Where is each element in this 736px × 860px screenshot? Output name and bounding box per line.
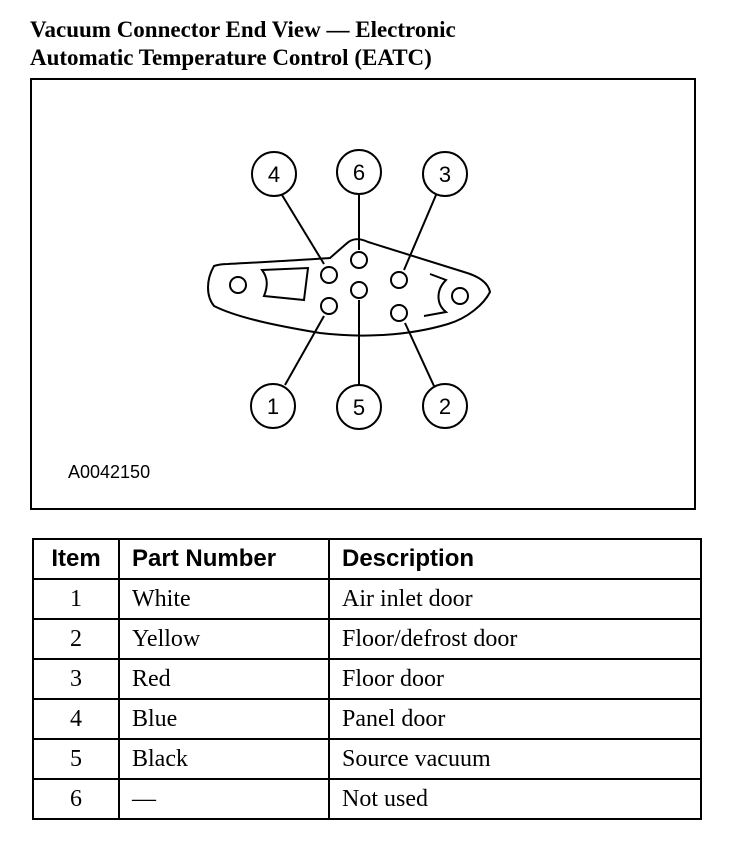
cell-part-number: Black — [119, 739, 329, 779]
cell-description: Floor door — [329, 659, 701, 699]
connector-body-outline — [208, 239, 490, 335]
table-row — [33, 699, 701, 739]
cell-part-number: Red — [119, 659, 329, 699]
left-mounting-hole — [230, 277, 246, 293]
left-latch-cutout — [262, 268, 308, 300]
callout-6-label: 6 — [352, 160, 366, 185]
table-row — [33, 579, 701, 619]
cell-description: Air inlet door — [329, 579, 701, 619]
title-line-2: Automatic Temperature Control (EATC) — [30, 45, 432, 70]
port-4 — [321, 267, 337, 283]
figure-code: A0042150 — [68, 462, 151, 482]
callout-4-label: 4 — [267, 162, 281, 187]
callout-5 — [337, 385, 381, 429]
table-row — [33, 619, 701, 659]
callout-2-label: 2 — [438, 394, 452, 419]
title-line-1: Vacuum Connector End View — Electronic — [30, 17, 456, 42]
leader-line-1 — [285, 316, 324, 385]
callout-5-label: 5 — [352, 395, 366, 420]
cell-item: 6 — [33, 779, 119, 819]
cell-item: 4 — [33, 699, 119, 739]
table-row — [33, 739, 701, 779]
port-5 — [351, 282, 367, 298]
port-2 — [391, 305, 407, 321]
callout-3-label: 3 — [438, 162, 452, 187]
cell-item: 1 — [33, 579, 119, 619]
cell-description: Source vacuum — [329, 739, 701, 779]
callout-6 — [337, 150, 381, 194]
port-1 — [321, 298, 337, 314]
cell-item: 2 — [33, 619, 119, 659]
cell-part-number: White — [119, 579, 329, 619]
cell-description: Not used — [329, 779, 701, 819]
connector-figure — [30, 78, 696, 510]
header-description: Description — [329, 539, 701, 579]
cell-item: 3 — [33, 659, 119, 699]
cell-part-number: — — [119, 779, 329, 819]
callout-2 — [423, 384, 467, 428]
table-header-row — [33, 539, 701, 579]
table-row — [33, 659, 701, 699]
leader-line-2 — [405, 323, 434, 386]
right-latch-cutout — [424, 274, 446, 316]
header-part-number: Part Number — [119, 539, 329, 579]
parts-table — [32, 538, 702, 820]
port-3 — [391, 272, 407, 288]
cell-item: 5 — [33, 739, 119, 779]
callout-1-label: 1 — [266, 394, 280, 419]
cell-description: Panel door — [329, 699, 701, 739]
callout-1 — [251, 384, 295, 428]
leader-line-4 — [282, 195, 324, 264]
right-mounting-hole — [452, 288, 468, 304]
callout-3 — [423, 152, 467, 196]
port-6 — [351, 252, 367, 268]
cell-part-number: Yellow — [119, 619, 329, 659]
table-row — [33, 779, 701, 819]
cell-description: Floor/defrost door — [329, 619, 701, 659]
vacuum-connector-diagram — [32, 80, 694, 508]
header-item: Item — [33, 539, 119, 579]
diagram-title — [30, 16, 720, 72]
callout-4 — [252, 152, 296, 196]
cell-part-number: Blue — [119, 699, 329, 739]
